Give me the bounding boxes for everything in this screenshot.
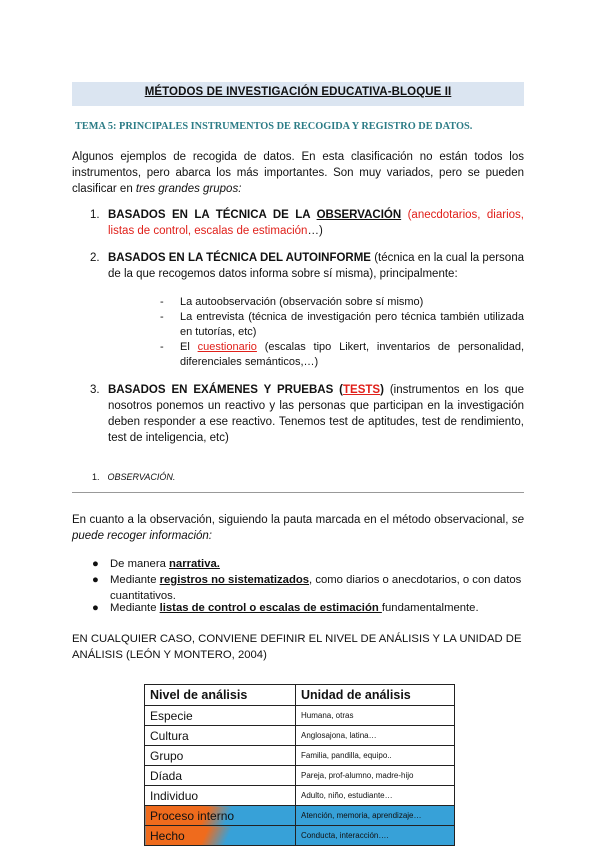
- bullet-key: narrativa.: [169, 558, 220, 570]
- list-item-text: La entrevista (técnica de investigación pero técnica también utilizada en tutorías, etc): [180, 311, 524, 338]
- category-key: OBSERVACIÓN: [316, 209, 402, 221]
- unidad-cell: Humana, otras: [296, 706, 455, 726]
- list-item: [160, 295, 524, 310]
- list-item: [92, 557, 524, 573]
- bullet-dot: ●: [92, 574, 99, 586]
- dash-marker: -: [160, 311, 164, 323]
- list-number: 2.: [90, 252, 100, 264]
- category-title: BASADOS EN LA TÉCNICA DE LA: [108, 209, 317, 221]
- bullet-key: listas de control o escalas de estimación: [159, 602, 382, 614]
- category-description: (técnica en la cual la persona de la que recogemos datos informa sobre sí misma), principalmente:: [108, 252, 524, 280]
- list-item: [92, 573, 524, 604]
- category-autoinforme: [90, 250, 524, 282]
- table-row: [145, 706, 455, 726]
- unidad-cell: Conducta, interacción….: [296, 826, 455, 846]
- table-row: [145, 766, 455, 786]
- category-title: BASADOS EN EXÁMENES Y PRUEBAS (: [108, 384, 344, 396]
- bullet-suffix: fundamentalmente.: [381, 602, 479, 614]
- list-item-text: La autoobservación (observación sobre sí mismo): [180, 296, 424, 308]
- unidad-cell: Pareja, prof-alumno, madre-hijo: [296, 766, 455, 786]
- unidad-cell: Anglosajona, latina…: [296, 726, 455, 746]
- category-tests: [90, 382, 524, 446]
- list-item: [92, 601, 524, 617]
- document-title: MÉTODOS DE INVESTIGACIÓN EDUCATIVA-BLOQUE II: [144, 86, 452, 98]
- nivel-cell: Especie: [145, 706, 296, 726]
- list-item-prefix: El: [180, 341, 198, 353]
- unidad-cell: Familia, pandilla, equipo..: [296, 746, 455, 766]
- table-row: [145, 746, 455, 766]
- bullet-dot: ●: [92, 602, 99, 614]
- table-row-highlight: [145, 806, 455, 826]
- dash-marker: -: [160, 341, 164, 353]
- nivel-cell: Grupo: [145, 746, 296, 766]
- intro-text: Algunos ejemplos de recogida de datos. En esta clasificación no están todos los instrumentos, pero abarca los más importantes. Son muy variados, pero se pueden clasificar en: [72, 151, 524, 195]
- observacion-text: En cuanto a la observación, siguiendo la pauta marcada en el método observacional,: [72, 514, 512, 526]
- table-row: [145, 726, 455, 746]
- list-item: [160, 310, 524, 340]
- category-title-close: ): [380, 384, 384, 396]
- unidad-cell: Atención, memoria, aprendizaje…: [296, 806, 455, 826]
- intro-italic: tres grandes grupos:: [135, 183, 242, 195]
- cuestionario-link[interactable]: cuestionario: [197, 341, 257, 353]
- bullet-prefix: Mediante: [110, 574, 160, 586]
- bullet-prefix: Mediante: [110, 602, 160, 614]
- nivel-cell: Hecho: [145, 826, 296, 846]
- category-observacion: [90, 207, 524, 239]
- list-number: 1.: [90, 209, 100, 221]
- nivel-cell: Díada: [145, 766, 296, 786]
- nivel-cell: Individuo: [145, 786, 296, 806]
- table-header-row: [145, 685, 455, 706]
- section-heading: [92, 472, 175, 482]
- table-row: [145, 786, 455, 806]
- list-number: 3.: [90, 384, 100, 396]
- category-title: BASADOS EN LA TÉCNICA DEL AUTOINFORME: [108, 252, 371, 264]
- tema-heading: TEMA 5: PRINCIPALES INSTRUMENTOS DE RECOGIDA Y REGISTRO DE DATOS.: [75, 121, 473, 132]
- header-unidad: Unidad de análisis: [296, 685, 455, 706]
- bullet-dot: ●: [92, 558, 99, 570]
- bullet-key: registros no sistematizados: [159, 574, 310, 586]
- list-item: [160, 340, 524, 370]
- category-key[interactable]: TESTS: [343, 384, 381, 396]
- header-nivel: Nivel de análisis: [145, 685, 296, 706]
- bullet-suffix: , como diarios o anecdotarios, o con datos cuantitativos.: [110, 574, 522, 602]
- observacion-paragraph: [72, 512, 524, 544]
- conclusion-paragraph: EN CUALQUIER CASO, CONVIENE DEFINIR EL NIVEL DE ANÁLISIS Y LA UNIDAD DE ANÁLISIS (LEÓN Y MONTERO, 2004): [72, 633, 522, 661]
- observacion-italic: se puede recoger información:: [72, 514, 524, 542]
- nivel-cell: Proceso interno: [145, 806, 296, 826]
- unidad-cell: Adulto, niño, estudiante…: [296, 786, 455, 806]
- dash-marker: -: [160, 296, 164, 308]
- section-title: OBSERVACIÓN.: [107, 472, 176, 482]
- divider: [72, 492, 524, 493]
- category-examples: (anecdotarios, diarios, listas de control, escalas de estimación: [108, 209, 524, 237]
- intro-paragraph: [72, 149, 524, 197]
- bullet-prefix: De manera: [110, 558, 170, 570]
- nivel-cell: Cultura: [145, 726, 296, 746]
- category-tail: …): [307, 225, 323, 237]
- list-item-text: (escalas tipo Likert, inventarios de personalidad, diferenciales semánticos,…): [180, 341, 524, 368]
- analysis-table: [144, 684, 455, 846]
- table-row-highlight: [145, 826, 455, 846]
- section-number: 1.: [92, 472, 100, 482]
- category-description: (instrumentos en los que nosotros ponemos un reactivo y las personas que participan en la investigación deben responder a ese reactivo. Tenemos test de aptitudes, test de rendimiento, test de inteligencia, etc): [108, 384, 524, 444]
